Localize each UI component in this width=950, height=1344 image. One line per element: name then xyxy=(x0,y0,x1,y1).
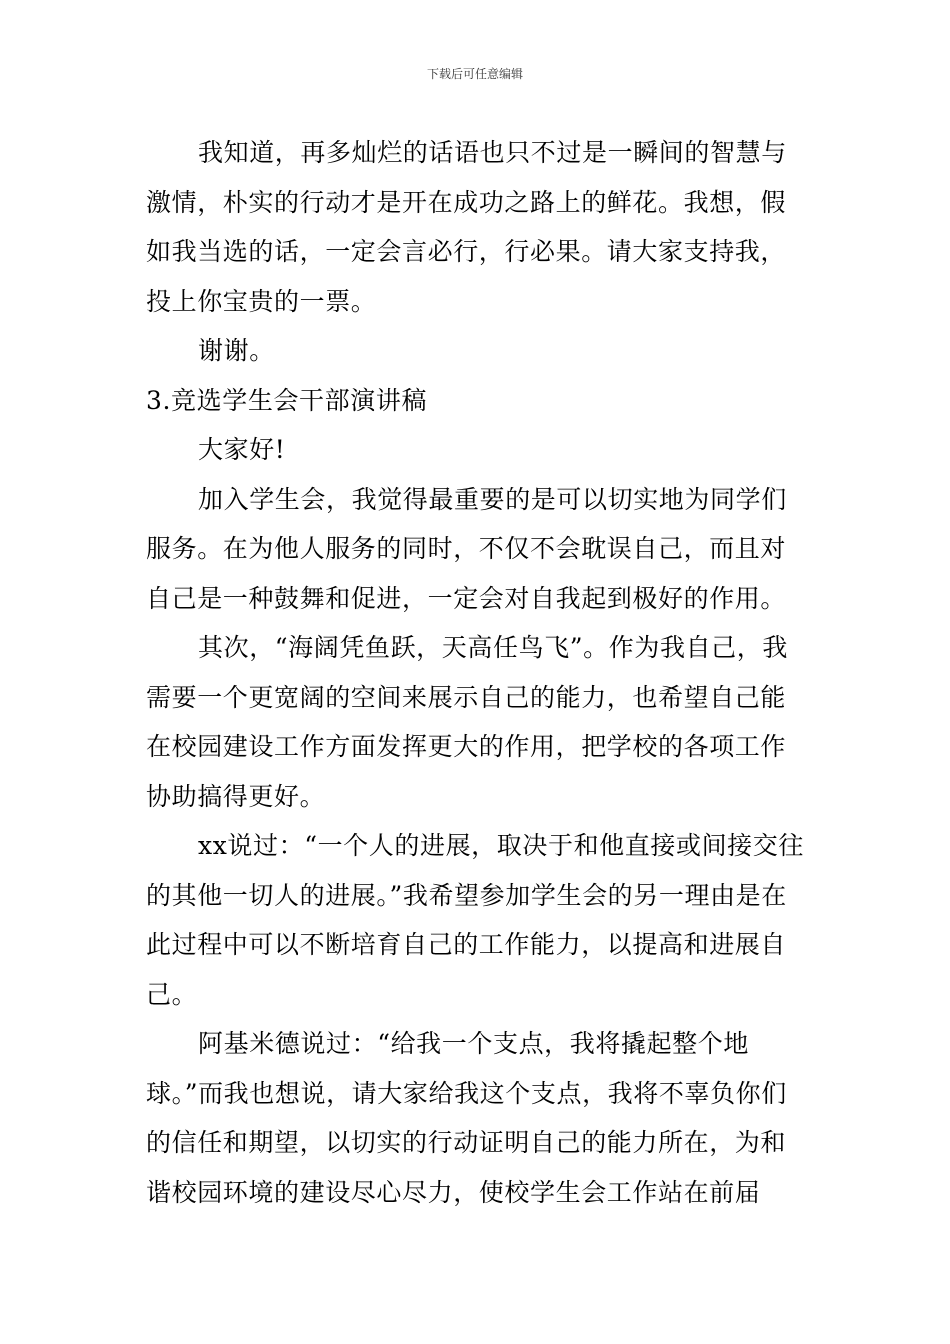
page-header: 下载后可任意编辑 xyxy=(426,67,523,81)
paragraph: xx说过：“一个人的进展，取决于和他直接或间接交往的其他一切人的进展。”我希望参加学生会的另一理由是在此过程中可以不断培育自己的工作能力，以提高和进展自己。 xyxy=(146,831,804,1009)
paragraph: 谢谢。 xyxy=(198,336,275,365)
document-body xyxy=(146,128,810,1217)
paragraph: 阿基米德说过：“给我一个支点，我将撬起整个地球。”而我也想说，请大家给我这个支点，我将不辜负你们的信任和期望，以切实的行动证明自己的能力所在，为和谐校园环境的建设尽心尽力，使校学生会工作站在前届 xyxy=(146,1029,787,1207)
paragraph: 加入学生会，我觉得最重要的是可以切实地为同学们服务。在为他人服务的同时，不仅不会耽误自己，而且对自己是一种鼓舞和促进，一定会对自我起到极好的作用。 xyxy=(146,484,787,613)
greeting: 大家好! xyxy=(198,435,286,464)
paragraph: 其次，“海阔凭鱼跃，天高任鸟飞”。作为我自己，我需要一个更宽阔的空间来展示自己的能力，也希望自己能在校园建设工作方面发挥更大的作用，把学校的各项工作协助搞得更好。 xyxy=(146,633,788,811)
section-heading: 3.竞选学生会干部演讲稿 xyxy=(146,385,428,415)
paragraph: 我知道，再多灿烂的话语也只不过是一瞬间的智慧与激情，朴实的行动才是开在成功之路上的鲜花。我想，假如我当选的话，一定会言必行，行必果。请大家支持我，投上你宝贵的一票。 xyxy=(146,138,787,316)
